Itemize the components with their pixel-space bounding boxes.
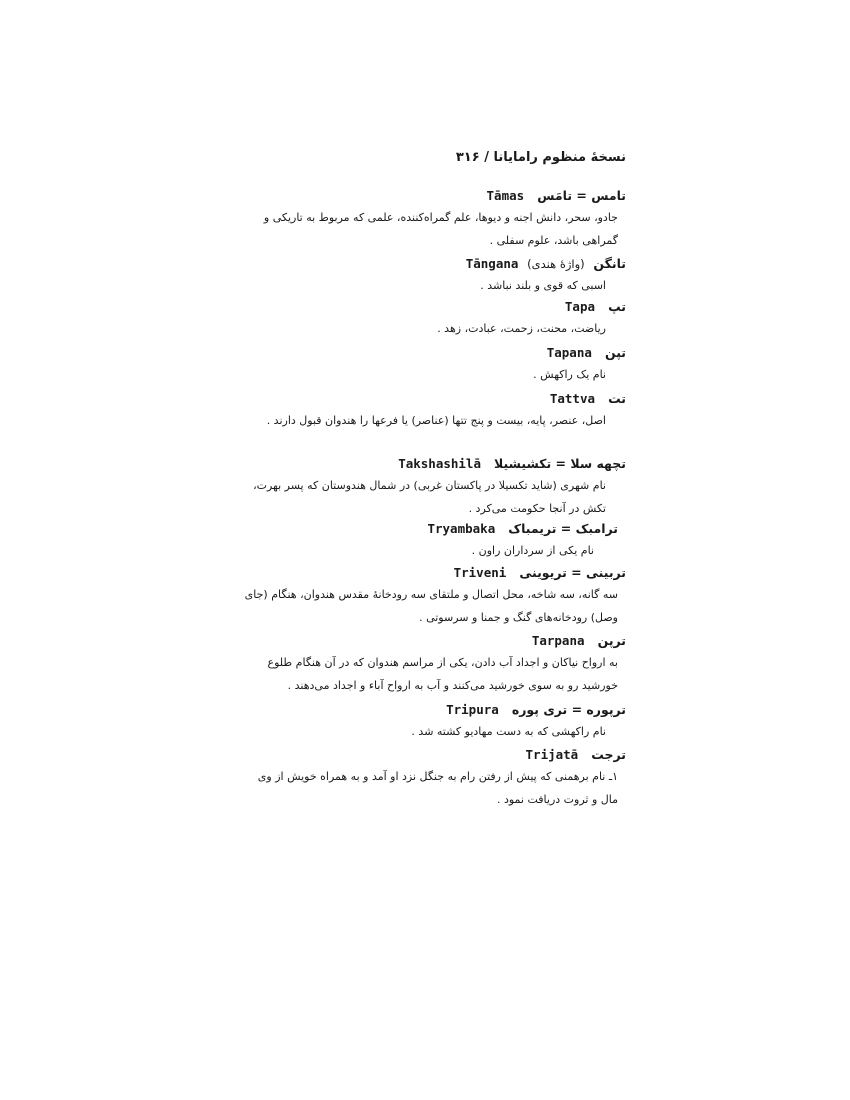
entry-latin: Tapana xyxy=(546,345,592,360)
glossary-entry-tripura xyxy=(240,700,626,743)
entry-term: تانگن xyxy=(593,256,626,271)
entry-latin: Triveni xyxy=(453,565,507,580)
glossary-entry-tapana xyxy=(240,343,626,386)
entry-definition: نام راکهشی که به دست مهادیو کشته شد . xyxy=(411,725,606,738)
entry-headline xyxy=(240,454,626,474)
entry-definition: جادو، سحر، دانش اجنه و دیوها، علم گمراه‌کننده، علمی که مربوط به تاریکی و گمراهی باشد، علوم سفلی . xyxy=(263,211,618,247)
glossary-entry-triveni xyxy=(240,563,626,629)
entry-latin: Tarpana xyxy=(531,633,585,648)
entry-definition: نام یک راکهش . xyxy=(533,368,606,381)
glossary-entry-tarpana xyxy=(240,631,626,697)
glossary-entry-trijata xyxy=(240,745,626,811)
entry-latin: Trijatā xyxy=(525,747,579,762)
entry-latin: Tapa xyxy=(564,299,595,314)
entry-term: ترپن xyxy=(597,633,626,648)
entry-term: تربینی = تریوینی xyxy=(519,565,626,580)
entry-headline xyxy=(240,186,626,206)
page-header: نسخهٔ منظوم رامایانا / ۳۱۶ xyxy=(455,150,626,165)
entry-term: تپ xyxy=(608,299,626,314)
entry-term: تامس = تامَس xyxy=(537,188,626,203)
entry-headline xyxy=(240,563,626,583)
entry-latin: Tāngana xyxy=(465,256,519,271)
entry-term: ترامبک = تریمباک xyxy=(508,521,618,536)
entry-definition: ریاضت، محنت، زحمت، عبادت، زهد . xyxy=(437,322,606,335)
entry-headline xyxy=(240,343,626,363)
entry-term: ترجت xyxy=(591,747,626,762)
entry-latin: Tripura xyxy=(446,702,499,717)
glossary-entry-tangana xyxy=(240,254,626,297)
entry-definition: اسبی که قوی و بلند نباشد . xyxy=(480,279,606,292)
glossary-entry-tryambaka xyxy=(240,519,626,562)
entry-term: تچهه سلا = تکشیشیلا xyxy=(494,456,626,471)
entry-term: تپن xyxy=(604,345,626,360)
entry-latin: Tryambaka xyxy=(427,521,496,536)
glossary-entry-tamas xyxy=(240,186,626,252)
glossary-entry-takshashila xyxy=(240,454,626,520)
entry-note: (واژهٔ هندی) xyxy=(527,257,585,271)
entry-headline xyxy=(240,745,626,765)
entry-term: تت xyxy=(608,391,626,406)
entry-headline xyxy=(240,700,626,720)
entry-headline xyxy=(240,389,626,409)
entry-latin: Takshashilā xyxy=(398,456,481,471)
entry-definition: اصل، عنصر، پایه، بیست و پنج تتها (عناصر) یا فرعها را هندوان قبول دارند . xyxy=(266,414,606,427)
entry-headline xyxy=(240,297,626,317)
entry-definition: سه گانه، سه شاخه، محل اتصال و ملتقای سه رودخانهٔ مقدس هندوان، هنگام (جای وصل) رودخانه‌های گنگ و جمنا و سرسوتی . xyxy=(244,588,618,624)
glossary-entry-tattva xyxy=(240,389,626,432)
entry-latin: Tattva xyxy=(549,391,595,406)
entry-definition: به ارواح نیاکان و اجداد آب دادن، یکی از مراسم هندوان که در آن هنگام طلوع خورشید رو به سوی خورشید می‌کنند و آب به ارواح آباء و اجداد می‌دهند . xyxy=(267,656,618,692)
entry-definition: نام یکی از سرداران راون . xyxy=(471,544,594,557)
entry-term: ترپوره = تری پوره xyxy=(511,702,626,717)
glossary-entry-tapa xyxy=(240,297,626,340)
entry-definition: ۱ـ نام برهمنی که پیش از رفتن رام به جنگل نزد او آمد و به همراه خویش از وی مال و ثروت دریافت نمود . xyxy=(257,770,618,806)
entry-headline xyxy=(240,519,626,539)
entry-headline xyxy=(240,631,626,651)
entry-latin: Tāmas xyxy=(486,188,525,203)
entry-headline xyxy=(240,254,626,274)
entry-definition: نام شهری (شاید تکسیلا در پاکستان غربی) در شمال هندوستان که پسر بهرت، تکش در آنجا حکومت می‌کرد . xyxy=(253,479,606,515)
